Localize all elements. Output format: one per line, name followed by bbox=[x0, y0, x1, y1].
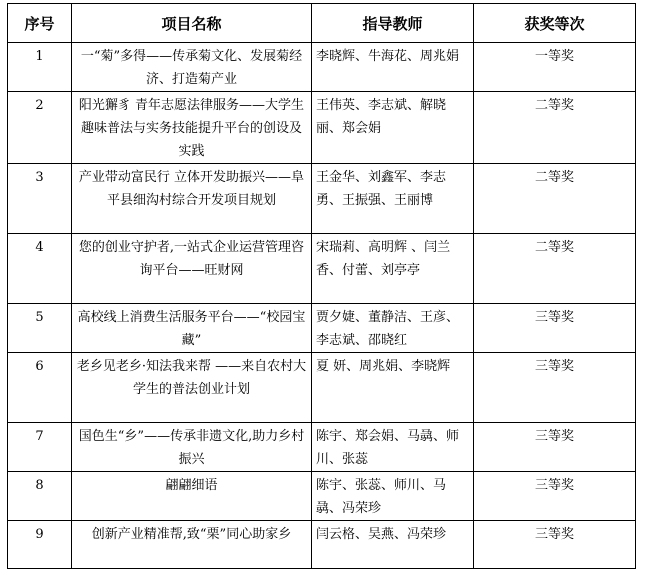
row-project-name: 产业带动富民行 立体开发助振兴——阜平县细沟村综合开发项目规划 bbox=[72, 164, 312, 234]
row-award: 三等奖 bbox=[474, 472, 636, 521]
header-award: 获奖等次 bbox=[474, 4, 636, 43]
header-row bbox=[8, 4, 636, 43]
row-no: 3 bbox=[8, 164, 72, 234]
row-project-name: 老乡见老乡·知法我来帮 ——来自农村大学生的普法创业计划 bbox=[72, 353, 312, 423]
row-teachers: 陈宇、郑会娟、马骉、师川、张蕊 bbox=[312, 423, 474, 472]
table-row bbox=[8, 43, 636, 92]
row-teachers: 宋瑞莉、高明辉 、闫兰香、付蕾、刘亭亭 bbox=[312, 234, 474, 304]
row-project-name: 一“菊”多得——传承菊文化、发展菊经济、打造菊产业 bbox=[72, 43, 312, 92]
row-teachers: 贾夕婕、董静洁、王彦、李志斌、邵晓红 bbox=[312, 304, 474, 353]
row-award: 二等奖 bbox=[474, 234, 636, 304]
table-row bbox=[8, 472, 636, 521]
row-teachers: 王金华、刘鑫军、李志勇、王振强、王丽博 bbox=[312, 164, 474, 234]
table-row bbox=[8, 164, 636, 234]
row-no: 7 bbox=[8, 423, 72, 472]
table-row bbox=[8, 423, 636, 472]
row-teachers: 王伟英、李志斌、解晓丽、郑会娟 bbox=[312, 92, 474, 164]
row-award: 一等奖 bbox=[474, 43, 636, 92]
table-row bbox=[8, 521, 636, 569]
table-row bbox=[8, 304, 636, 353]
row-project-name: 国色生“乡”——传承非遗文化,助力乡村振兴 bbox=[72, 423, 312, 472]
row-no: 4 bbox=[8, 234, 72, 304]
row-project-name: 您的创业守护者,一站式企业运营管理咨询平台——旺财网 bbox=[72, 234, 312, 304]
row-no: 5 bbox=[8, 304, 72, 353]
row-award: 二等奖 bbox=[474, 92, 636, 164]
row-no: 9 bbox=[8, 521, 72, 569]
row-no: 2 bbox=[8, 92, 72, 164]
row-award: 二等奖 bbox=[474, 164, 636, 234]
table-row bbox=[8, 353, 636, 423]
row-no: 6 bbox=[8, 353, 72, 423]
row-teachers: 闫云格、吴燕、冯荣珍 bbox=[312, 521, 474, 569]
row-project-name: 高校线上消费生活服务平台——“校园宝藏” bbox=[72, 304, 312, 353]
row-teachers: 夏 妍、周兆娟、李晓辉 bbox=[312, 353, 474, 423]
row-award: 三等奖 bbox=[474, 304, 636, 353]
table-row bbox=[8, 234, 636, 304]
row-award: 三等奖 bbox=[474, 521, 636, 569]
row-teachers: 李晓辉、牛海花、周兆娟 bbox=[312, 43, 474, 92]
row-no: 8 bbox=[8, 472, 72, 521]
row-project-name: 阳光獬豸 青年志愿法律服务——大学生趣味普法与实务技能提升平台的创设及实践 bbox=[72, 92, 312, 164]
header-teachers: 指导教师 bbox=[312, 4, 474, 43]
row-award: 三等奖 bbox=[474, 353, 636, 423]
header-project-name: 项目名称 bbox=[72, 4, 312, 43]
row-project-name: 创新产业精准帮,致“栗”同心助家乡 bbox=[72, 521, 312, 569]
row-teachers: 陈宇、张蕊、师川、马骉、冯荣珍 bbox=[312, 472, 474, 521]
row-award: 三等奖 bbox=[474, 423, 636, 472]
header-no: 序号 bbox=[8, 4, 72, 43]
row-no: 1 bbox=[8, 43, 72, 92]
awards-table bbox=[7, 3, 636, 569]
table-row bbox=[8, 92, 636, 164]
row-project-name: 翩翩细语 bbox=[72, 472, 312, 521]
